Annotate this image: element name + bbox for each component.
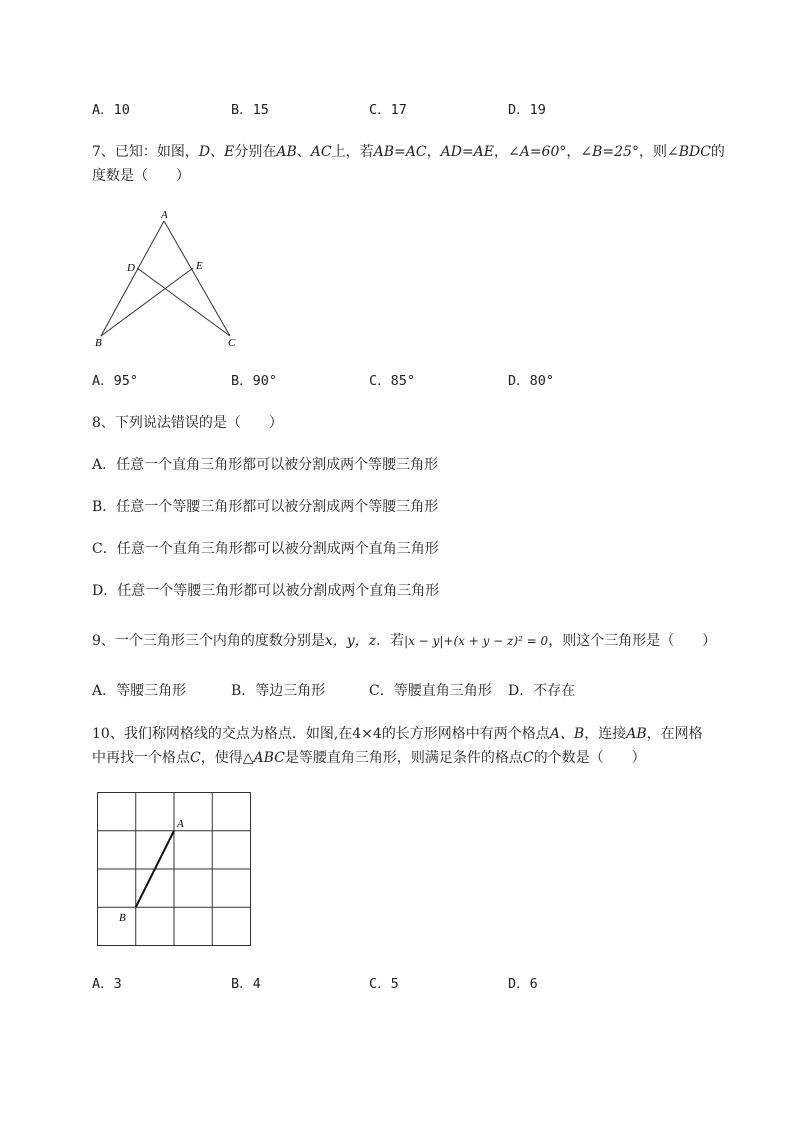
q7-number: 7、 bbox=[92, 144, 115, 160]
q8-option-b[interactable]: B．任意一个等腰三角形都可以被分割成两个等腰三角形 bbox=[92, 499, 439, 515]
q7-seg-ac: AC bbox=[310, 144, 332, 160]
q10-grid-size: 4×4 bbox=[352, 726, 382, 742]
q7-var-d: D bbox=[198, 144, 211, 160]
q7-label-a: A bbox=[161, 209, 168, 221]
q10-option-a[interactable]: A．3 bbox=[92, 976, 122, 992]
q7-eq-ab-ac: AB=AC bbox=[373, 144, 427, 160]
q10-text: 中再找一个格点 bbox=[92, 750, 190, 766]
q8-option-d[interactable]: D．任意一个等腰三角形都可以被分割成两个直角三角形 bbox=[92, 583, 440, 599]
q9-option-c[interactable]: C．等腰直角三角形 bbox=[369, 683, 492, 699]
q10-stem-line2 bbox=[92, 749, 646, 767]
q9-option-b[interactable]: B．等边三角形 bbox=[231, 683, 326, 699]
q10-point-c: C bbox=[522, 750, 534, 766]
q10-text: 的长方形网格中有两个格点 bbox=[381, 726, 550, 742]
q7-option-d[interactable]: D．80° bbox=[508, 373, 555, 389]
q9-option-a[interactable]: A．等腰三角形 bbox=[92, 683, 187, 699]
q7-stem-line2: 度数是（ ） bbox=[92, 168, 190, 184]
q10-grid-figure bbox=[95, 790, 257, 952]
q6-option-a[interactable]: A．10 bbox=[92, 102, 130, 118]
q8-option-a[interactable]: A．任意一个直角三角形都可以被分割成两个等腰三角形 bbox=[92, 457, 439, 473]
q7-angle-b: ∠B=25° bbox=[580, 144, 639, 160]
q10-label-b: B bbox=[119, 912, 126, 924]
q7-eq-ad-ae: AD=AE bbox=[440, 144, 494, 160]
q10-label-a: A bbox=[177, 818, 184, 830]
q9-text: 9、一个三角形三个内角的度数分别是 bbox=[92, 633, 325, 649]
q9-text: ，则这个三角形是（ ） bbox=[548, 633, 717, 649]
q10-points: A、B bbox=[549, 726, 585, 742]
q9-stem bbox=[92, 632, 716, 650]
q10-text: 是等腰直角三角形，则满足条件的格点 bbox=[284, 750, 523, 766]
q7-sep: ， bbox=[426, 144, 441, 160]
q7-stem-line1 bbox=[92, 143, 725, 161]
q7-sep: 、 bbox=[210, 144, 225, 160]
q7-label-d: D bbox=[127, 262, 135, 274]
q9-vars: x，y，z bbox=[324, 633, 377, 649]
q7-option-a[interactable]: A．95° bbox=[92, 373, 139, 389]
q7-text: 已知：如图， bbox=[114, 144, 199, 160]
q9-equation: |x − y|+(x + y − z)² = 0 bbox=[404, 634, 549, 648]
q7-side-ac bbox=[164, 221, 230, 336]
q7-label-c: C bbox=[228, 337, 236, 349]
q10-option-c[interactable]: C．5 bbox=[369, 976, 399, 992]
q10-text: ，在网格 bbox=[646, 726, 703, 742]
q6-option-d[interactable]: D．19 bbox=[508, 102, 546, 118]
q7-angle-bdc: BDC bbox=[678, 144, 711, 160]
q10-triangle: ABC bbox=[253, 750, 285, 766]
q7-text: ，则∠ bbox=[638, 144, 679, 160]
q10-text: ，连接 bbox=[584, 726, 627, 742]
q7-var-e: E bbox=[224, 144, 235, 160]
q10-segment: AB bbox=[626, 726, 647, 742]
q7-triangle-figure bbox=[90, 205, 250, 350]
q9-option-d[interactable]: D．不存在 bbox=[508, 683, 576, 699]
q7-label-e: E bbox=[196, 260, 203, 272]
q10-text: ，使得△ bbox=[200, 750, 254, 766]
q7-segment-be bbox=[101, 268, 193, 336]
q7-sep: ， bbox=[566, 144, 581, 160]
q7-side-ab bbox=[101, 221, 164, 336]
q7-text: 的 bbox=[710, 144, 725, 160]
q7-text: 上，若 bbox=[331, 144, 374, 160]
q6-option-b[interactable]: B．15 bbox=[231, 102, 269, 118]
q10-text: 10、我们称网格线的交点为格点．如图,在 bbox=[92, 726, 353, 742]
q8-option-c[interactable]: C．任意一个直角三角形都可以被分割成两个直角三角形 bbox=[92, 541, 439, 557]
q7-label-b: B bbox=[95, 337, 102, 349]
q6-option-c[interactable]: C．17 bbox=[369, 102, 407, 118]
q10-point-c: C bbox=[190, 750, 201, 766]
q10-option-d[interactable]: D．6 bbox=[508, 976, 538, 992]
q7-option-c[interactable]: C．85° bbox=[369, 373, 416, 389]
q7-sep: 、 bbox=[296, 144, 311, 160]
q10-stem-line1 bbox=[92, 725, 703, 743]
q8-stem: 8、下列说法错误的是（ ） bbox=[92, 415, 283, 431]
q7-angle-a: ∠A=60° bbox=[507, 144, 567, 160]
q7-segment-dc bbox=[137, 268, 230, 336]
q7-option-b[interactable]: B．90° bbox=[231, 373, 278, 389]
q7-sep: ， bbox=[493, 144, 508, 160]
q7-seg-ab: AB bbox=[276, 144, 297, 160]
q7-text: 分别在 bbox=[234, 144, 277, 160]
q9-text: ．若 bbox=[376, 633, 405, 649]
q10-text: 的个数是（ ） bbox=[533, 750, 646, 766]
q10-option-b[interactable]: B．4 bbox=[231, 976, 261, 992]
